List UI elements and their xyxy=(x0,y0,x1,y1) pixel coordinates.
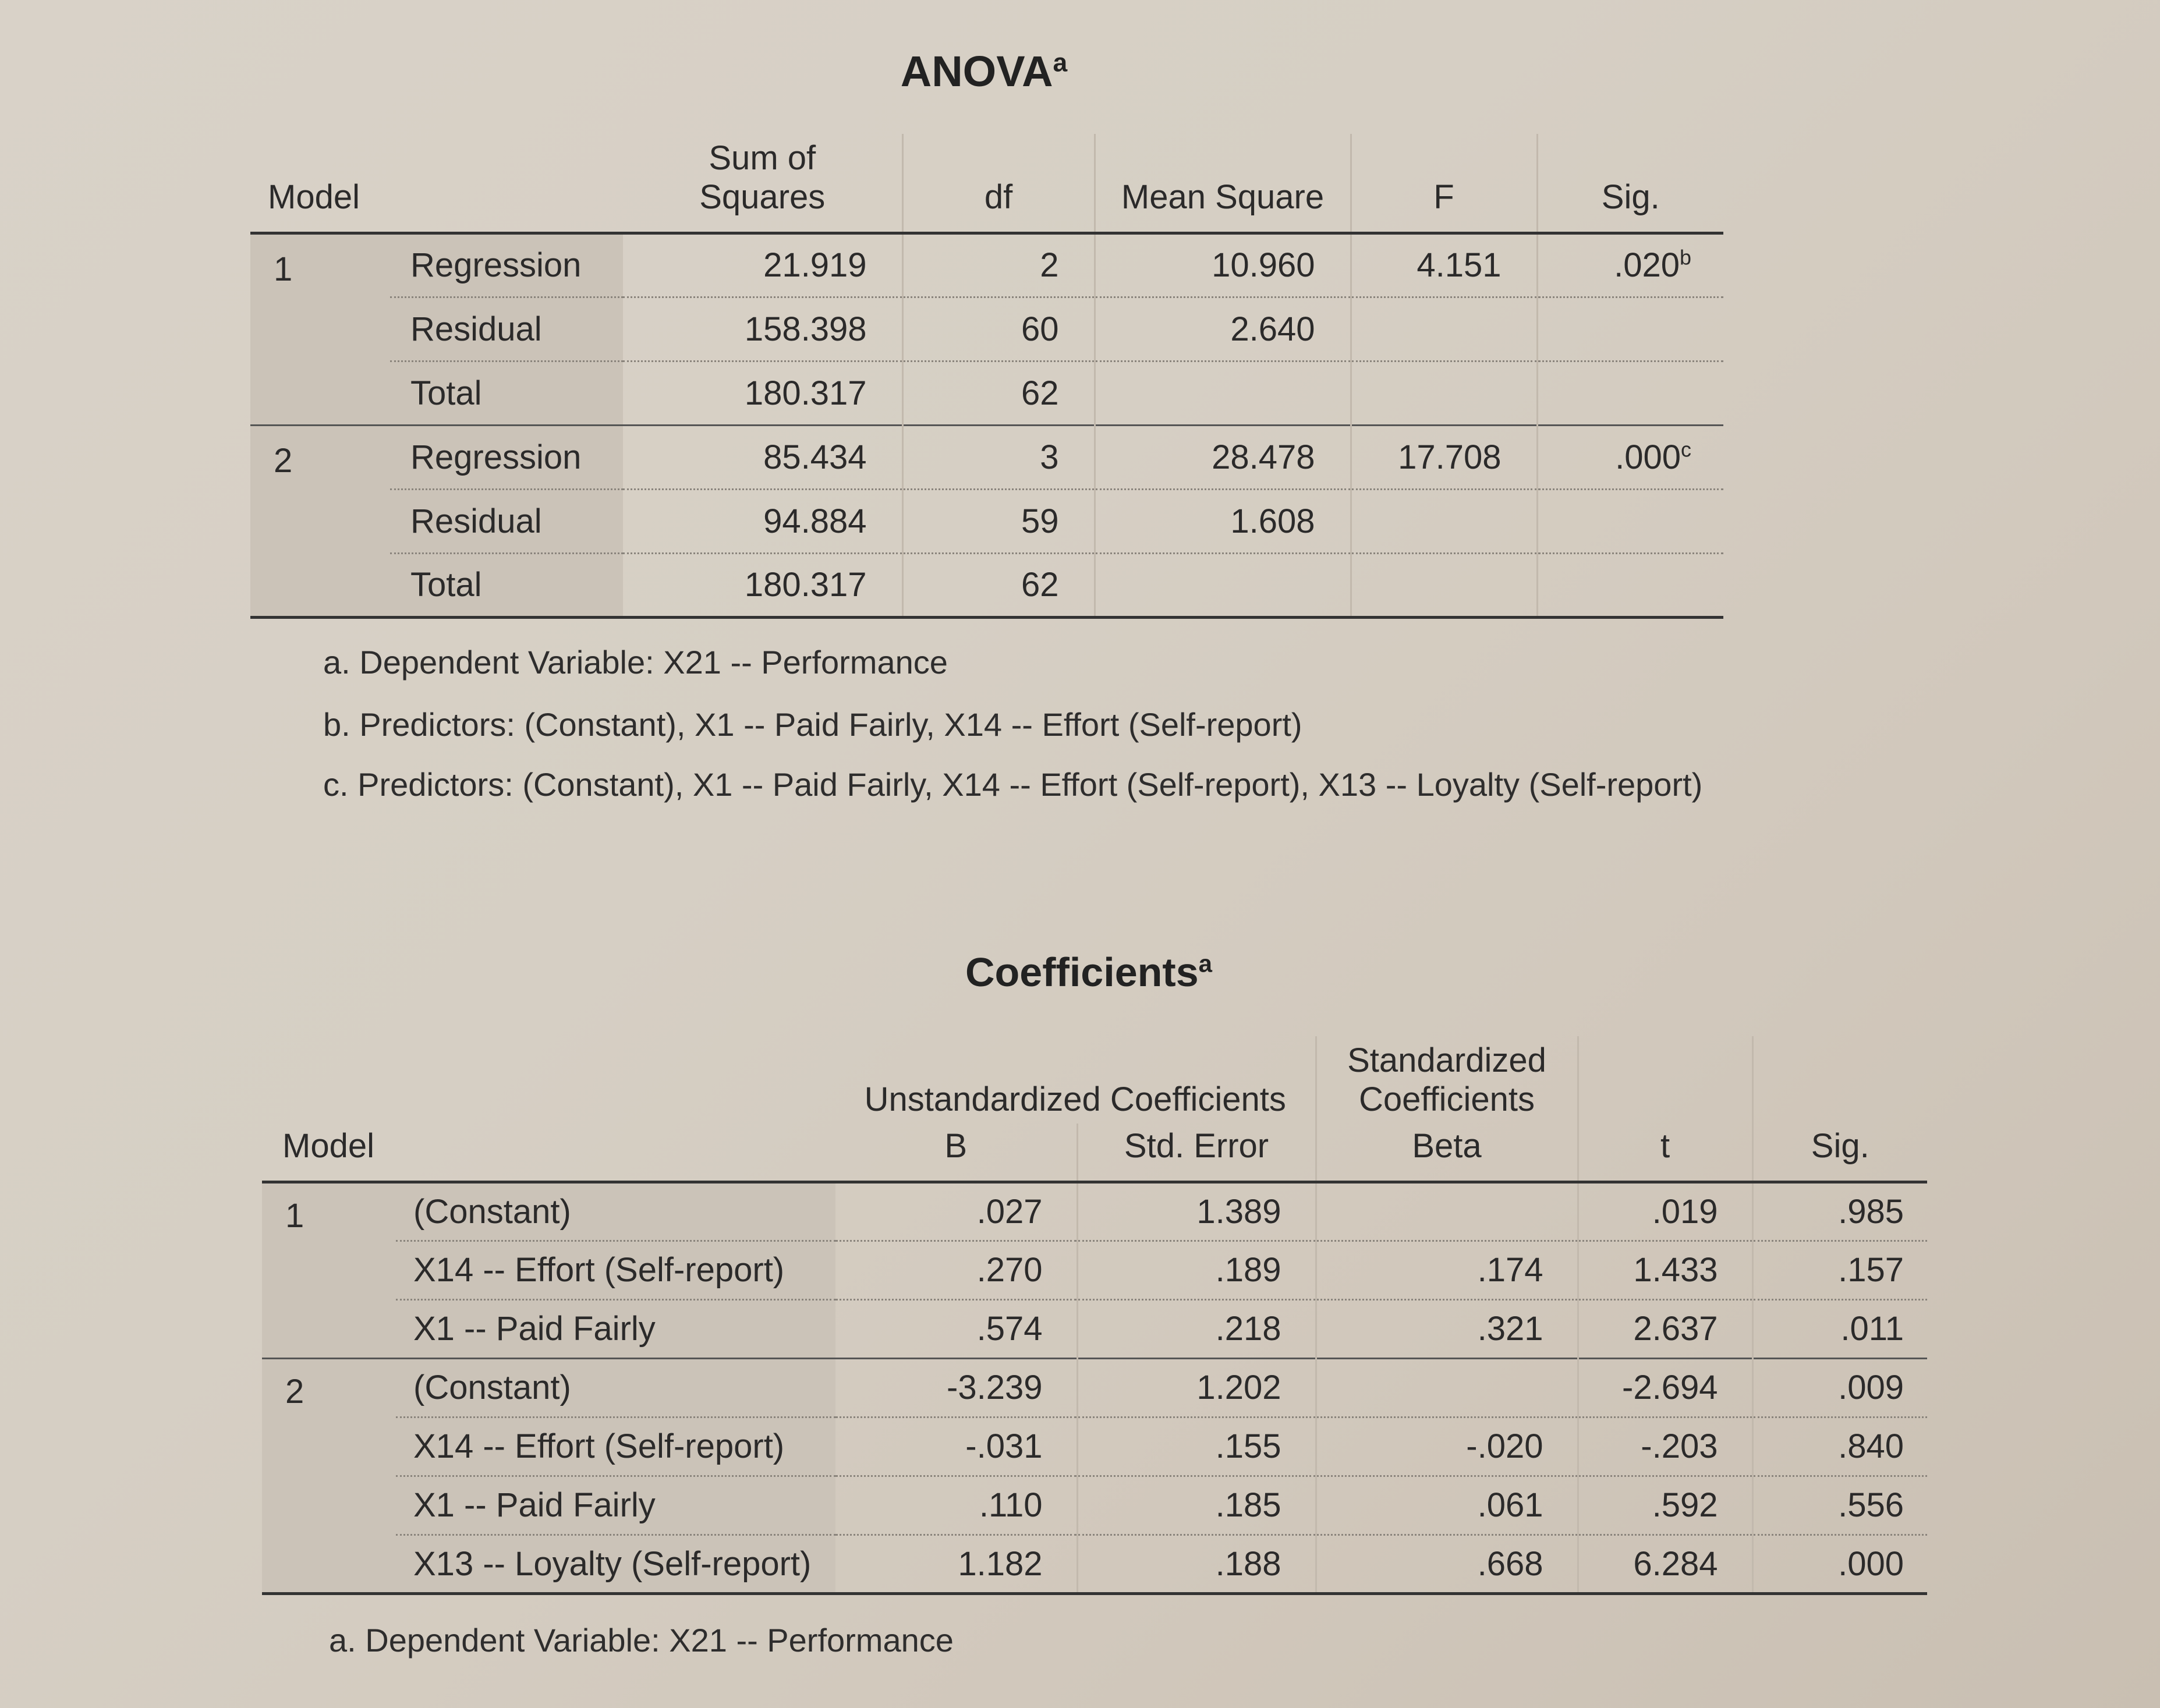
coefficients-beta: .321 xyxy=(1316,1299,1578,1358)
anova-df: 62 xyxy=(902,553,1095,617)
anova-header-sum-of-squares: Sum of Squares xyxy=(623,134,902,233)
coefficients-b: -.031 xyxy=(835,1417,1077,1476)
anova-sum-of-squares: 94.884 xyxy=(623,489,902,553)
coefficients-row xyxy=(262,1535,1927,1593)
coefficients-sig: .556 xyxy=(1752,1476,1927,1535)
anova-f xyxy=(1351,297,1537,361)
coefficients-t: .019 xyxy=(1578,1182,1752,1241)
anova-header-mean-square: Mean Square xyxy=(1095,134,1351,233)
anova-sig xyxy=(1537,425,1723,489)
anova-df: 2 xyxy=(902,233,1095,297)
anova-mean-square xyxy=(1095,553,1351,617)
anova-sig xyxy=(1537,297,1723,361)
coefficients-row-label: (Constant) xyxy=(396,1182,835,1241)
coefficients-beta: -.020 xyxy=(1316,1417,1578,1476)
anova-mean-square xyxy=(1095,361,1351,425)
coefficients-b: .574 xyxy=(835,1299,1077,1358)
anova-sig-footnote: c xyxy=(1681,437,1691,462)
coefficients-std-error: .185 xyxy=(1077,1476,1316,1535)
coefficients-row-label: X14 -- Effort (Self-report) xyxy=(396,1417,835,1476)
coefficients-b: 1.182 xyxy=(835,1535,1077,1593)
coefficients-row-label: X1 -- Paid Fairly xyxy=(396,1476,835,1535)
anova-title xyxy=(862,47,1106,96)
anova-row xyxy=(250,553,1723,617)
coefficients-sig: .009 xyxy=(1752,1358,1927,1417)
coefficients-title-sup: a xyxy=(1198,949,1212,977)
anova-row xyxy=(250,233,1723,297)
anova-model-number: 2 xyxy=(250,425,390,617)
coefficients-row-label: X1 -- Paid Fairly xyxy=(396,1299,835,1358)
coefficients-std-error: 1.202 xyxy=(1077,1358,1316,1417)
coefficients-b: .110 xyxy=(835,1476,1077,1535)
anova-row-label: Residual xyxy=(390,489,623,553)
coefficients-header-standardized: Standardized Coefficients xyxy=(1316,1036,1578,1124)
anova-f: 17.708 xyxy=(1351,425,1537,489)
anova-sum-of-squares: 21.919 xyxy=(623,233,902,297)
coefficients-header-b: B xyxy=(835,1124,1077,1182)
coefficients-title xyxy=(908,949,1269,995)
anova-footnote-a: a. Dependent Variable: X21 -- Performance xyxy=(323,644,948,681)
coefficients-t: .592 xyxy=(1578,1476,1752,1535)
coefficients-model-number: 1 xyxy=(262,1182,396,1358)
coefficients-row-label: (Constant) xyxy=(396,1358,835,1417)
anova-df: 60 xyxy=(902,297,1095,361)
coefficients-beta xyxy=(1316,1182,1578,1241)
coefficients-t: -2.694 xyxy=(1578,1358,1752,1417)
coefficients-row xyxy=(262,1476,1927,1535)
coefficients-beta: .061 xyxy=(1316,1476,1578,1535)
anova-mean-square: 28.478 xyxy=(1095,425,1351,489)
anova-f: 4.151 xyxy=(1351,233,1537,297)
anova-df: 3 xyxy=(902,425,1095,489)
coefficients-beta: .174 xyxy=(1316,1241,1578,1299)
anova-row xyxy=(250,425,1723,489)
coefficients-sig: .011 xyxy=(1840,1310,1904,1348)
coefficients-beta: .668 xyxy=(1316,1535,1578,1593)
coefficients-row xyxy=(262,1182,1927,1241)
anova-footnote-b: b. Predictors: (Constant), X1 -- Paid Fairly, X14 -- Effort (Self-report) xyxy=(323,706,1302,743)
anova-sig-footnote: b xyxy=(1680,245,1691,270)
anova-f xyxy=(1351,361,1537,425)
anova-footnote-c: c. Predictors: (Constant), X1 -- Paid Fairly, X14 -- Effort (Self-report), X13 -- Loyalty (Self-report) xyxy=(323,766,1703,803)
coefficients-table xyxy=(262,1036,1927,1595)
anova-header-f: F xyxy=(1351,134,1537,233)
coefficients-header-sig: Sig. xyxy=(1811,1126,1869,1165)
coefficients-title-text: Coefficients xyxy=(965,949,1199,995)
coefficients-beta xyxy=(1316,1358,1578,1417)
coefficients-std-error: .189 xyxy=(1077,1241,1316,1299)
anova-title-text: ANOVA xyxy=(900,47,1053,95)
anova-sig xyxy=(1537,489,1723,553)
anova-df: 59 xyxy=(902,489,1095,553)
coefficients-row xyxy=(262,1241,1927,1299)
coefficients-header-std-error: Std. Error xyxy=(1077,1124,1316,1182)
anova-df: 62 xyxy=(902,361,1095,425)
coefficients-std-error: .218 xyxy=(1077,1299,1316,1358)
anova-row xyxy=(250,361,1723,425)
anova-header-sig: Sig. xyxy=(1601,178,1660,216)
anova-sum-of-squares: 158.398 xyxy=(623,297,902,361)
coefficients-t: 1.433 xyxy=(1578,1241,1752,1299)
anova-row-label: Regression xyxy=(390,233,623,297)
anova-sum-of-squares: 85.434 xyxy=(623,425,902,489)
anova-row xyxy=(250,489,1723,553)
anova-header-df: df xyxy=(902,134,1095,233)
coefficients-header-model: Model xyxy=(282,1126,374,1165)
anova-sig xyxy=(1537,233,1723,297)
coefficients-model-number: 2 xyxy=(262,1358,396,1593)
coefficients-header-t: t xyxy=(1578,1124,1752,1182)
anova-mean-square: 10.960 xyxy=(1095,233,1351,297)
coefficients-sig: .985 xyxy=(1752,1182,1927,1241)
coefficients-header-unstandardized: Unstandardized Coefficients xyxy=(835,1036,1316,1124)
coefficients-sig: .157 xyxy=(1752,1241,1927,1299)
anova-title-sup: a xyxy=(1053,48,1068,77)
anova-row-label: Total xyxy=(390,553,623,617)
coefficients-t: 6.284 xyxy=(1578,1535,1752,1593)
coefficients-b: -3.239 xyxy=(835,1358,1077,1417)
coefficients-b: .270 xyxy=(835,1241,1077,1299)
anova-header-row xyxy=(250,134,1723,233)
anova-table xyxy=(250,134,1723,619)
coefficients-std-error: .188 xyxy=(1077,1535,1316,1593)
anova-mean-square: 2.640 xyxy=(1095,297,1351,361)
anova-sum-of-squares: 180.317 xyxy=(623,361,902,425)
coefficients-header-beta: Beta xyxy=(1316,1124,1578,1182)
anova-mean-square: 1.608 xyxy=(1095,489,1351,553)
coefficients-row-label: X14 -- Effort (Self-report) xyxy=(396,1241,835,1299)
anova-row-label: Residual xyxy=(390,297,623,361)
anova-model-number: 1 xyxy=(250,233,390,425)
anova-sum-of-squares: 180.317 xyxy=(623,553,902,617)
coefficients-std-error: 1.389 xyxy=(1077,1182,1316,1241)
anova-row-label: Total xyxy=(390,361,623,425)
anova-f xyxy=(1351,489,1537,553)
coefficients-t: -.203 xyxy=(1578,1417,1752,1476)
coefficients-sig: .000 xyxy=(1838,1544,1904,1583)
anova-sig xyxy=(1537,361,1723,425)
anova-sig-value: .020 xyxy=(1614,246,1680,284)
anova-header-model: Model xyxy=(268,178,360,216)
coefficients-std-error: .155 xyxy=(1077,1417,1316,1476)
anova-f xyxy=(1351,553,1537,617)
coefficients-row xyxy=(262,1417,1927,1476)
coefficients-sig: .840 xyxy=(1752,1417,1927,1476)
anova-sig-value: .000 xyxy=(1615,438,1681,476)
coefficients-row-label: X13 -- Loyalty (Self-report) xyxy=(396,1535,835,1593)
coefficients-row xyxy=(262,1358,1927,1417)
coefficients-row xyxy=(262,1299,1927,1358)
anova-row-label: Regression xyxy=(390,425,623,489)
coefficients-header-row-2 xyxy=(262,1124,1927,1182)
anova-sig xyxy=(1537,553,1723,617)
coefficients-header-row-1 xyxy=(262,1036,1927,1124)
coefficients-b: .027 xyxy=(835,1182,1077,1241)
coefficients-t: 2.637 xyxy=(1578,1299,1752,1358)
coefficients-footnote-a: a. Dependent Variable: X21 -- Performance xyxy=(329,1622,954,1659)
anova-row xyxy=(250,297,1723,361)
